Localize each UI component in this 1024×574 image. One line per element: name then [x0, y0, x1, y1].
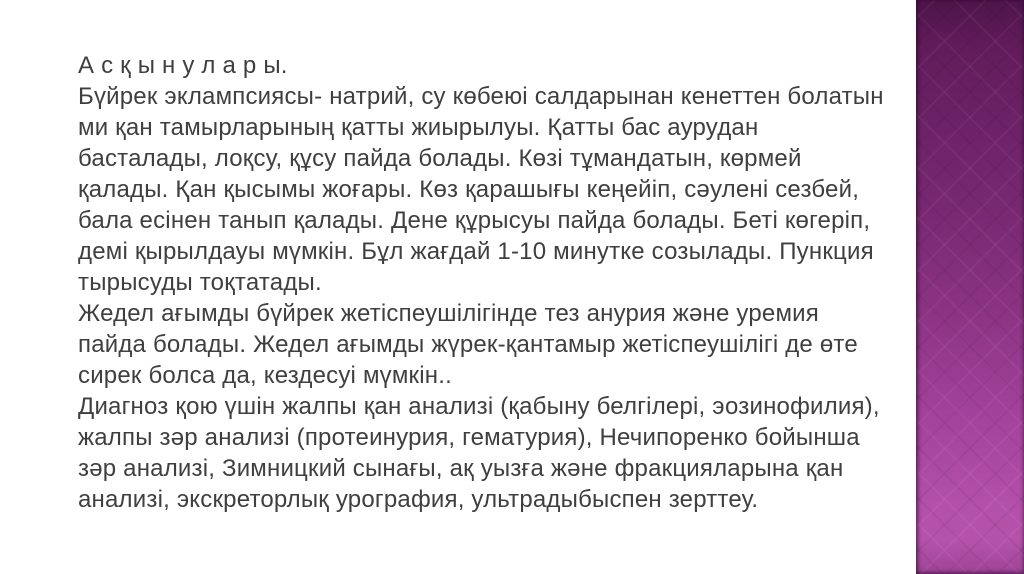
accent-stripe [916, 0, 1024, 574]
text-line: тырысуды тоқтатады. [78, 269, 322, 296]
text-line: Жедел ағымды бүйрек жетіспеушілігінде тез анурия және уремия [78, 300, 819, 327]
text-line: анализі, экскреторлық урография, ультрадыбыспен зерттеу. [78, 486, 759, 513]
text-line: пайда болады. Жедел ағымды жүрек-қантамыр жетіспеушілігі де өте [78, 331, 858, 358]
text-line: қалады. Қан қысымы жоғары. Көз қарашығы кеңейіп, сәулені сезбей, [78, 176, 860, 203]
text-line: Диагноз қою үшін жалпы қан анализі (қабыну белгілері, эозинофилия), [78, 393, 880, 420]
text-line: басталады, лоқсу, құсу пайда болады. Көзі тұмандатын, көрмей [78, 145, 802, 172]
text-line: бала есінен танып қалады. Дене құрысуы пайда болады. Беті көгеріп, [78, 207, 871, 234]
slide-title: А с қ ы н у л а р ы. [78, 52, 288, 79]
text-line: демі қырылдауы мүмкін. Бұл жағдай 1-10 минутке созылады. Пункция [78, 238, 874, 265]
text-line: сирек болса да, кездесуі мүмкін.. [78, 362, 452, 389]
text-line: Бүйрек эклампсиясы- натрий, су көбеюі салдарынан кенеттен болатын [78, 83, 884, 110]
text-block [78, 50, 884, 515]
text-line: ми қан тамырларының қатты жиырылуы. Қатты бас аурудан [78, 114, 759, 141]
text-line: зәр анализі, Зимницкий сынағы, ақ уызға және фракцияларына қан [78, 455, 844, 482]
text-line: жалпы зәр анализі (протеинурия, гематурия), Нечипоренко бойынша [78, 424, 860, 451]
